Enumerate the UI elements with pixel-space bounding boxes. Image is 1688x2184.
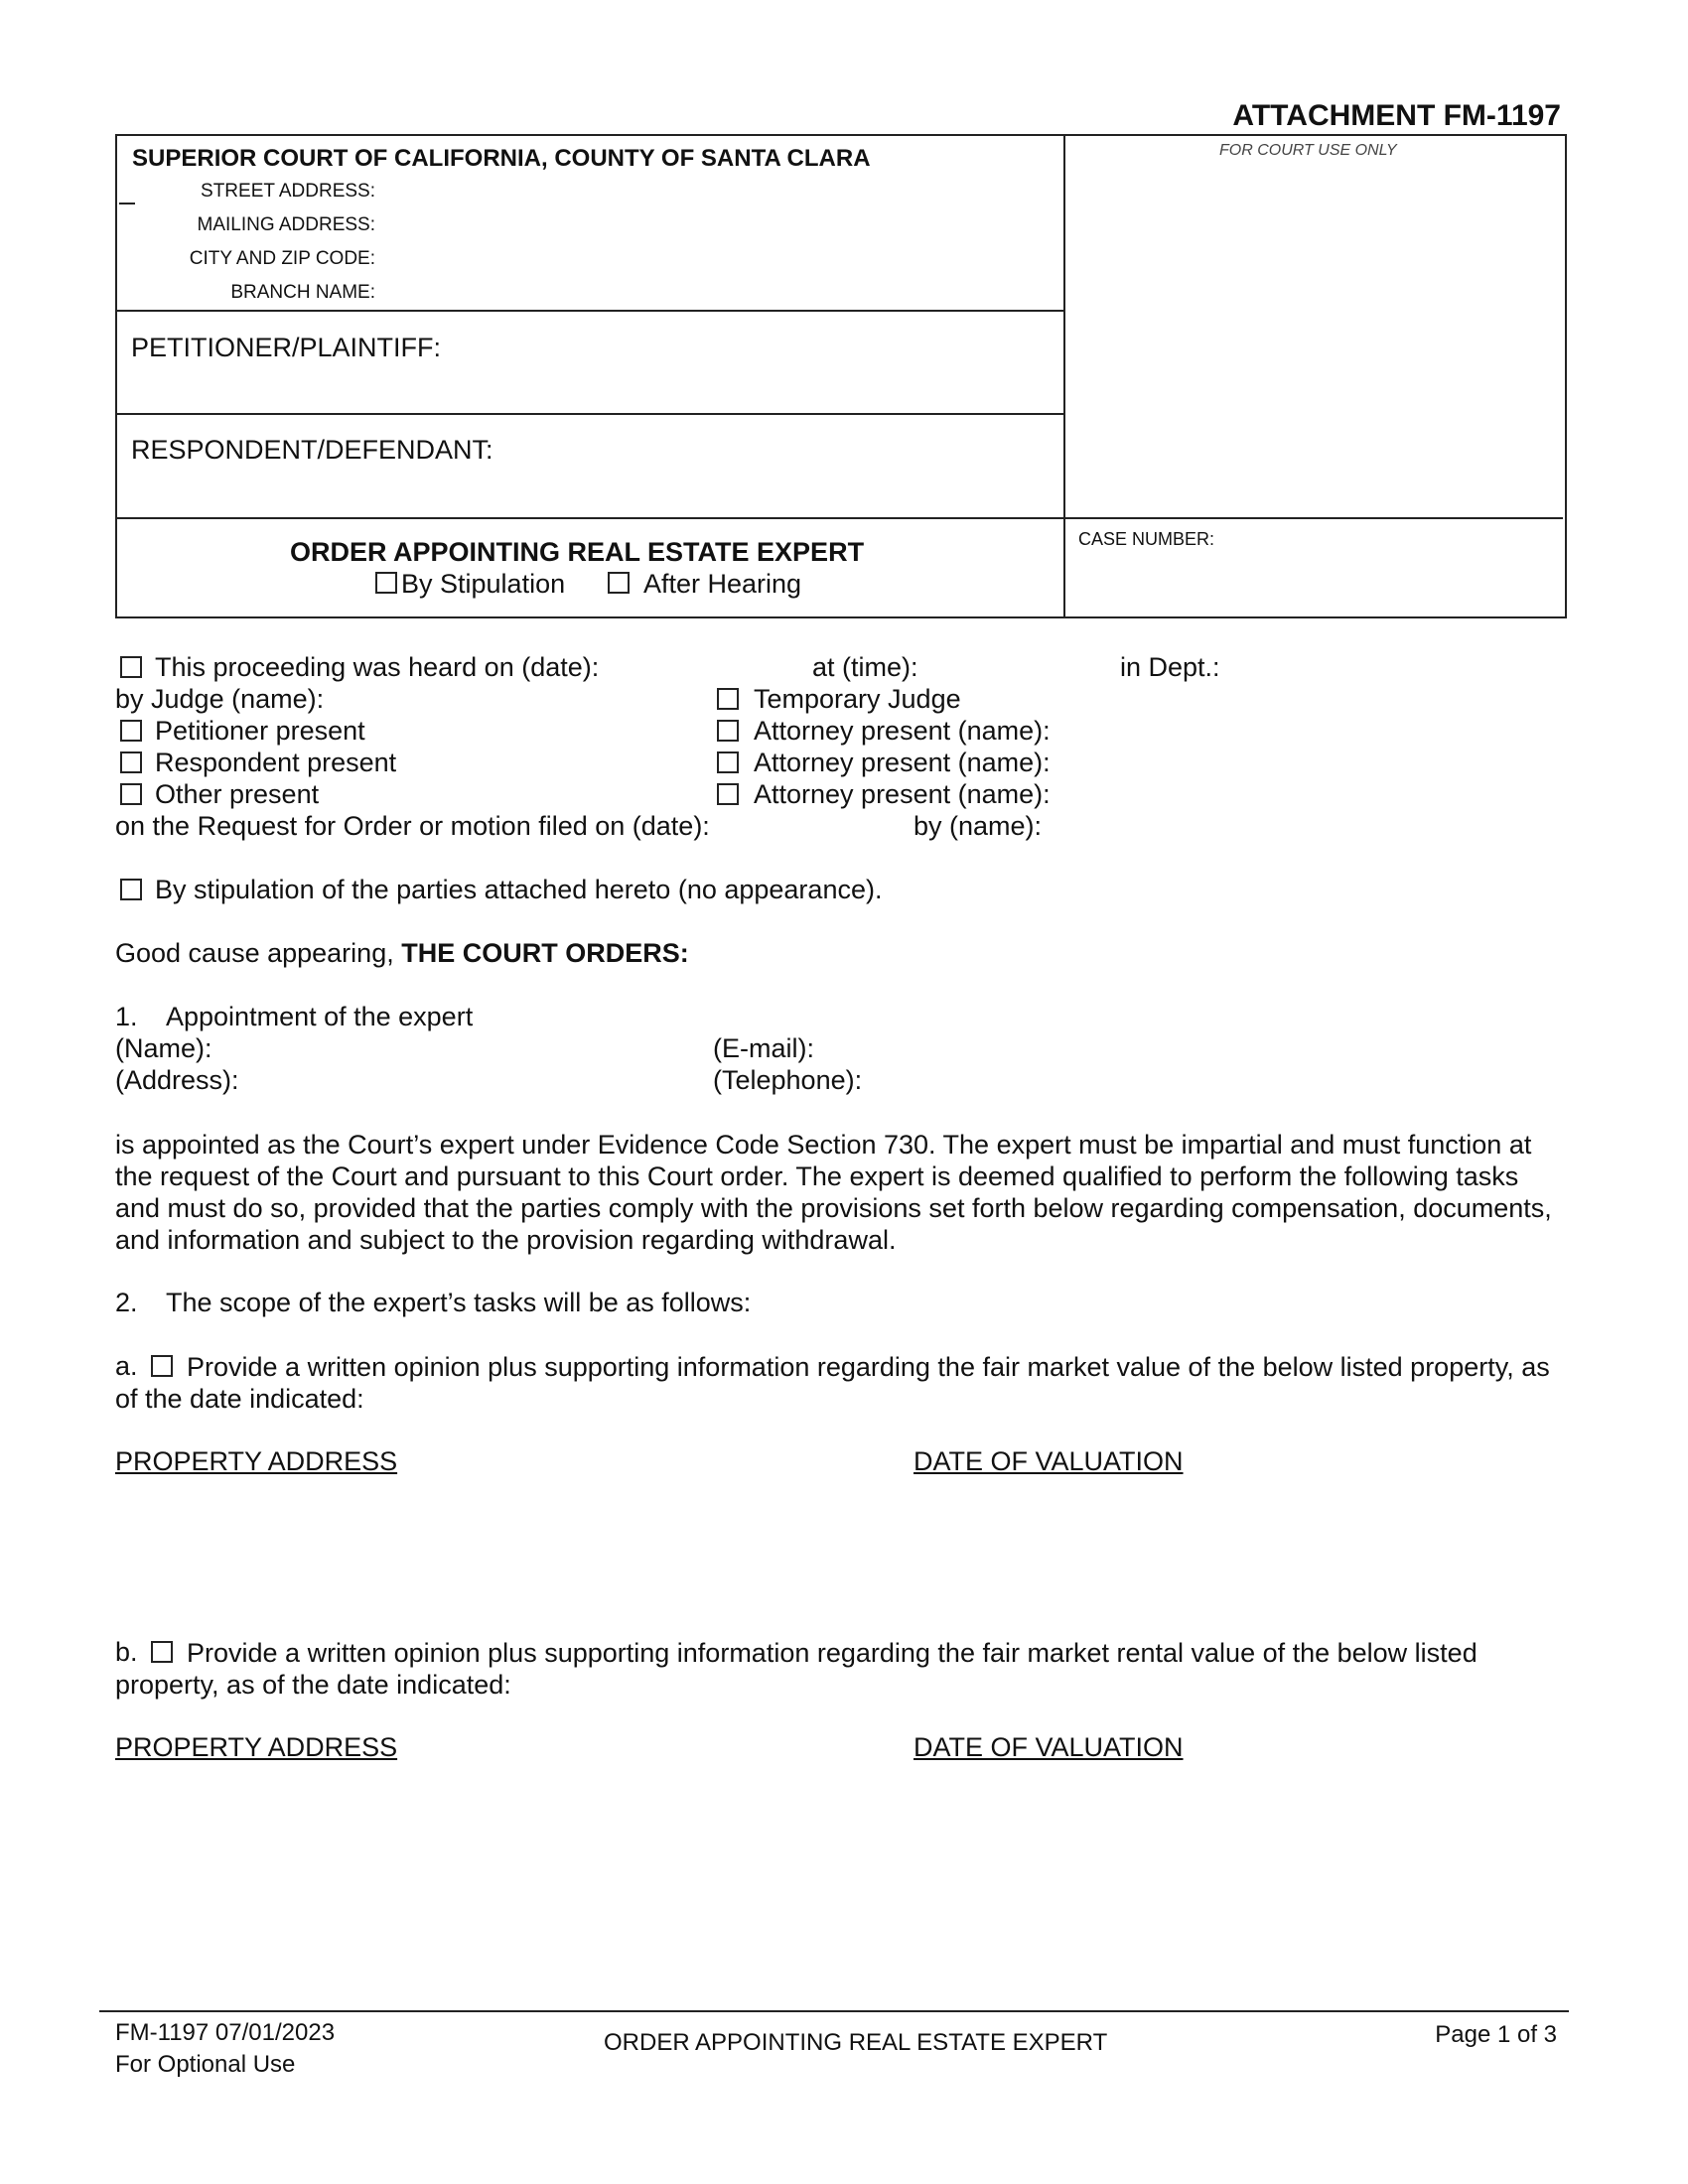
- case-number-label: CASE NUMBER:: [1078, 529, 1215, 549]
- heard-on-checkbox[interactable]: [120, 656, 142, 678]
- street-address-label: STREET ADDRESS:: [201, 181, 375, 202]
- court-name: SUPERIOR COURT OF CALIFORNIA, COUNTY OF SANTA CLARA: [132, 145, 871, 172]
- attorney-present-3-checkbox[interactable]: [717, 783, 739, 805]
- by-name-label: by (name):: [914, 811, 1043, 841]
- mailing-address-label: MAILING ADDRESS:: [197, 214, 375, 235]
- item-a-label: a.: [115, 1351, 138, 1381]
- expert-email-label: (E-mail):: [713, 1033, 814, 1063]
- divider-petitioner: [115, 413, 1063, 415]
- item-b-date-of-valuation-heading: DATE OF VALUATION: [914, 1732, 1184, 1762]
- stipulation-label: By stipulation of the parties attached hereto (no appearance).: [155, 875, 883, 904]
- tick-mark: [119, 203, 135, 205]
- footer-center-title: ORDER APPOINTING REAL ESTATE EXPERT: [604, 2029, 1108, 2056]
- footer-page-number: Page 1 of 3: [1435, 2021, 1557, 2048]
- stipulation-checkbox[interactable]: [120, 879, 142, 900]
- attachment-title: ATTACHMENT FM-1197: [1232, 99, 1561, 132]
- item-b-label: b.: [115, 1637, 138, 1667]
- city-zip-label: CITY AND ZIP CODE:: [189, 248, 375, 269]
- court-orders-intro: Good cause appearing,: [115, 938, 402, 968]
- attorney-present-1-label: Attorney present (name):: [754, 716, 1051, 746]
- by-judge-label: by Judge (name):: [115, 684, 325, 714]
- temporary-judge-checkbox[interactable]: [717, 688, 739, 710]
- section-2-title: The scope of the expert’s tasks will be as follows:: [166, 1288, 752, 1317]
- court-use-only: FOR COURT USE ONLY: [1219, 142, 1397, 159]
- item-b-text-content: Provide a written opinion plus supporting information regarding the fair market rental value of the below listed property, as of the date indicated:: [115, 1638, 1477, 1700]
- respondent-label: RESPONDENT/DEFENDANT:: [131, 435, 493, 465]
- petitioner-present-label: Petitioner present: [155, 716, 365, 746]
- request-filed-label: on the Request for Order or motion filed on (date):: [115, 811, 710, 841]
- other-present-label: Other present: [155, 779, 320, 809]
- by-stipulation-checkbox[interactable]: [375, 572, 397, 594]
- footer-form-id: FM-1197 07/01/2023: [115, 2019, 336, 2046]
- other-present-checkbox[interactable]: [120, 783, 142, 805]
- divider-address: [115, 310, 1063, 312]
- attorney-present-1-checkbox[interactable]: [717, 720, 739, 742]
- footer-rule: [99, 2010, 1569, 2012]
- divider-title: [115, 517, 1563, 519]
- petitioner-label: PETITIONER/PLAINTIFF:: [131, 333, 442, 362]
- after-hearing-checkbox[interactable]: [608, 572, 630, 594]
- expert-telephone-label: (Telephone):: [713, 1065, 863, 1095]
- appointment-paragraph: is appointed as the Court’s expert under Evidence Code Section 730. The expert must be impartial and must function at the request of the Court and pursuant to this Court order. The expert is deemed qualified to perform the following tasks and must do so, provided that the parties comply with the provisions set forth below regarding compensation, documents, and information and subject to the provision regarding withdrawal.: [115, 1130, 1552, 1255]
- attorney-present-3-label: Attorney present (name):: [754, 779, 1051, 809]
- item-a-text: [115, 1351, 1565, 1415]
- court-orders-line: [115, 938, 689, 969]
- item-b-property-address-heading: PROPERTY ADDRESS: [115, 1732, 398, 1762]
- heard-on-label: This proceeding was heard on (date):: [155, 652, 600, 682]
- item-a-date-of-valuation-heading: DATE OF VALUATION: [914, 1446, 1184, 1476]
- in-dept-label: in Dept.:: [1120, 652, 1220, 682]
- order-title: ORDER APPOINTING REAL ESTATE EXPERT: [290, 537, 865, 567]
- item-a-property-address-heading: PROPERTY ADDRESS: [115, 1446, 398, 1476]
- section-1-number: 1.: [115, 1002, 138, 1031]
- caption-vertical-divider: [1063, 134, 1065, 616]
- respondent-present-label: Respondent present: [155, 748, 397, 777]
- item-b-text: [115, 1637, 1565, 1701]
- expert-address-label: (Address):: [115, 1065, 239, 1095]
- court-orders-bold: THE COURT ORDERS:: [401, 938, 689, 968]
- after-hearing-label: After Hearing: [643, 569, 802, 599]
- attorney-present-2-label: Attorney present (name):: [754, 748, 1051, 777]
- by-stipulation-label: By Stipulation: [401, 569, 566, 599]
- temporary-judge-label: Temporary Judge: [754, 684, 961, 714]
- expert-name-label: (Name):: [115, 1033, 212, 1063]
- at-time-label: at (time):: [812, 652, 918, 682]
- attorney-present-2-checkbox[interactable]: [717, 751, 739, 773]
- footer-optional-use: For Optional Use: [115, 2051, 296, 2078]
- branch-name-label: BRANCH NAME:: [230, 282, 375, 303]
- section-2-number: 2.: [115, 1288, 138, 1317]
- respondent-present-checkbox[interactable]: [120, 751, 142, 773]
- petitioner-present-checkbox[interactable]: [120, 720, 142, 742]
- item-a-text-content: Provide a written opinion plus supporting information regarding the fair market value of the below listed property, as of the date indicated:: [115, 1352, 1550, 1414]
- section-1-title: Appointment of the expert: [166, 1002, 474, 1031]
